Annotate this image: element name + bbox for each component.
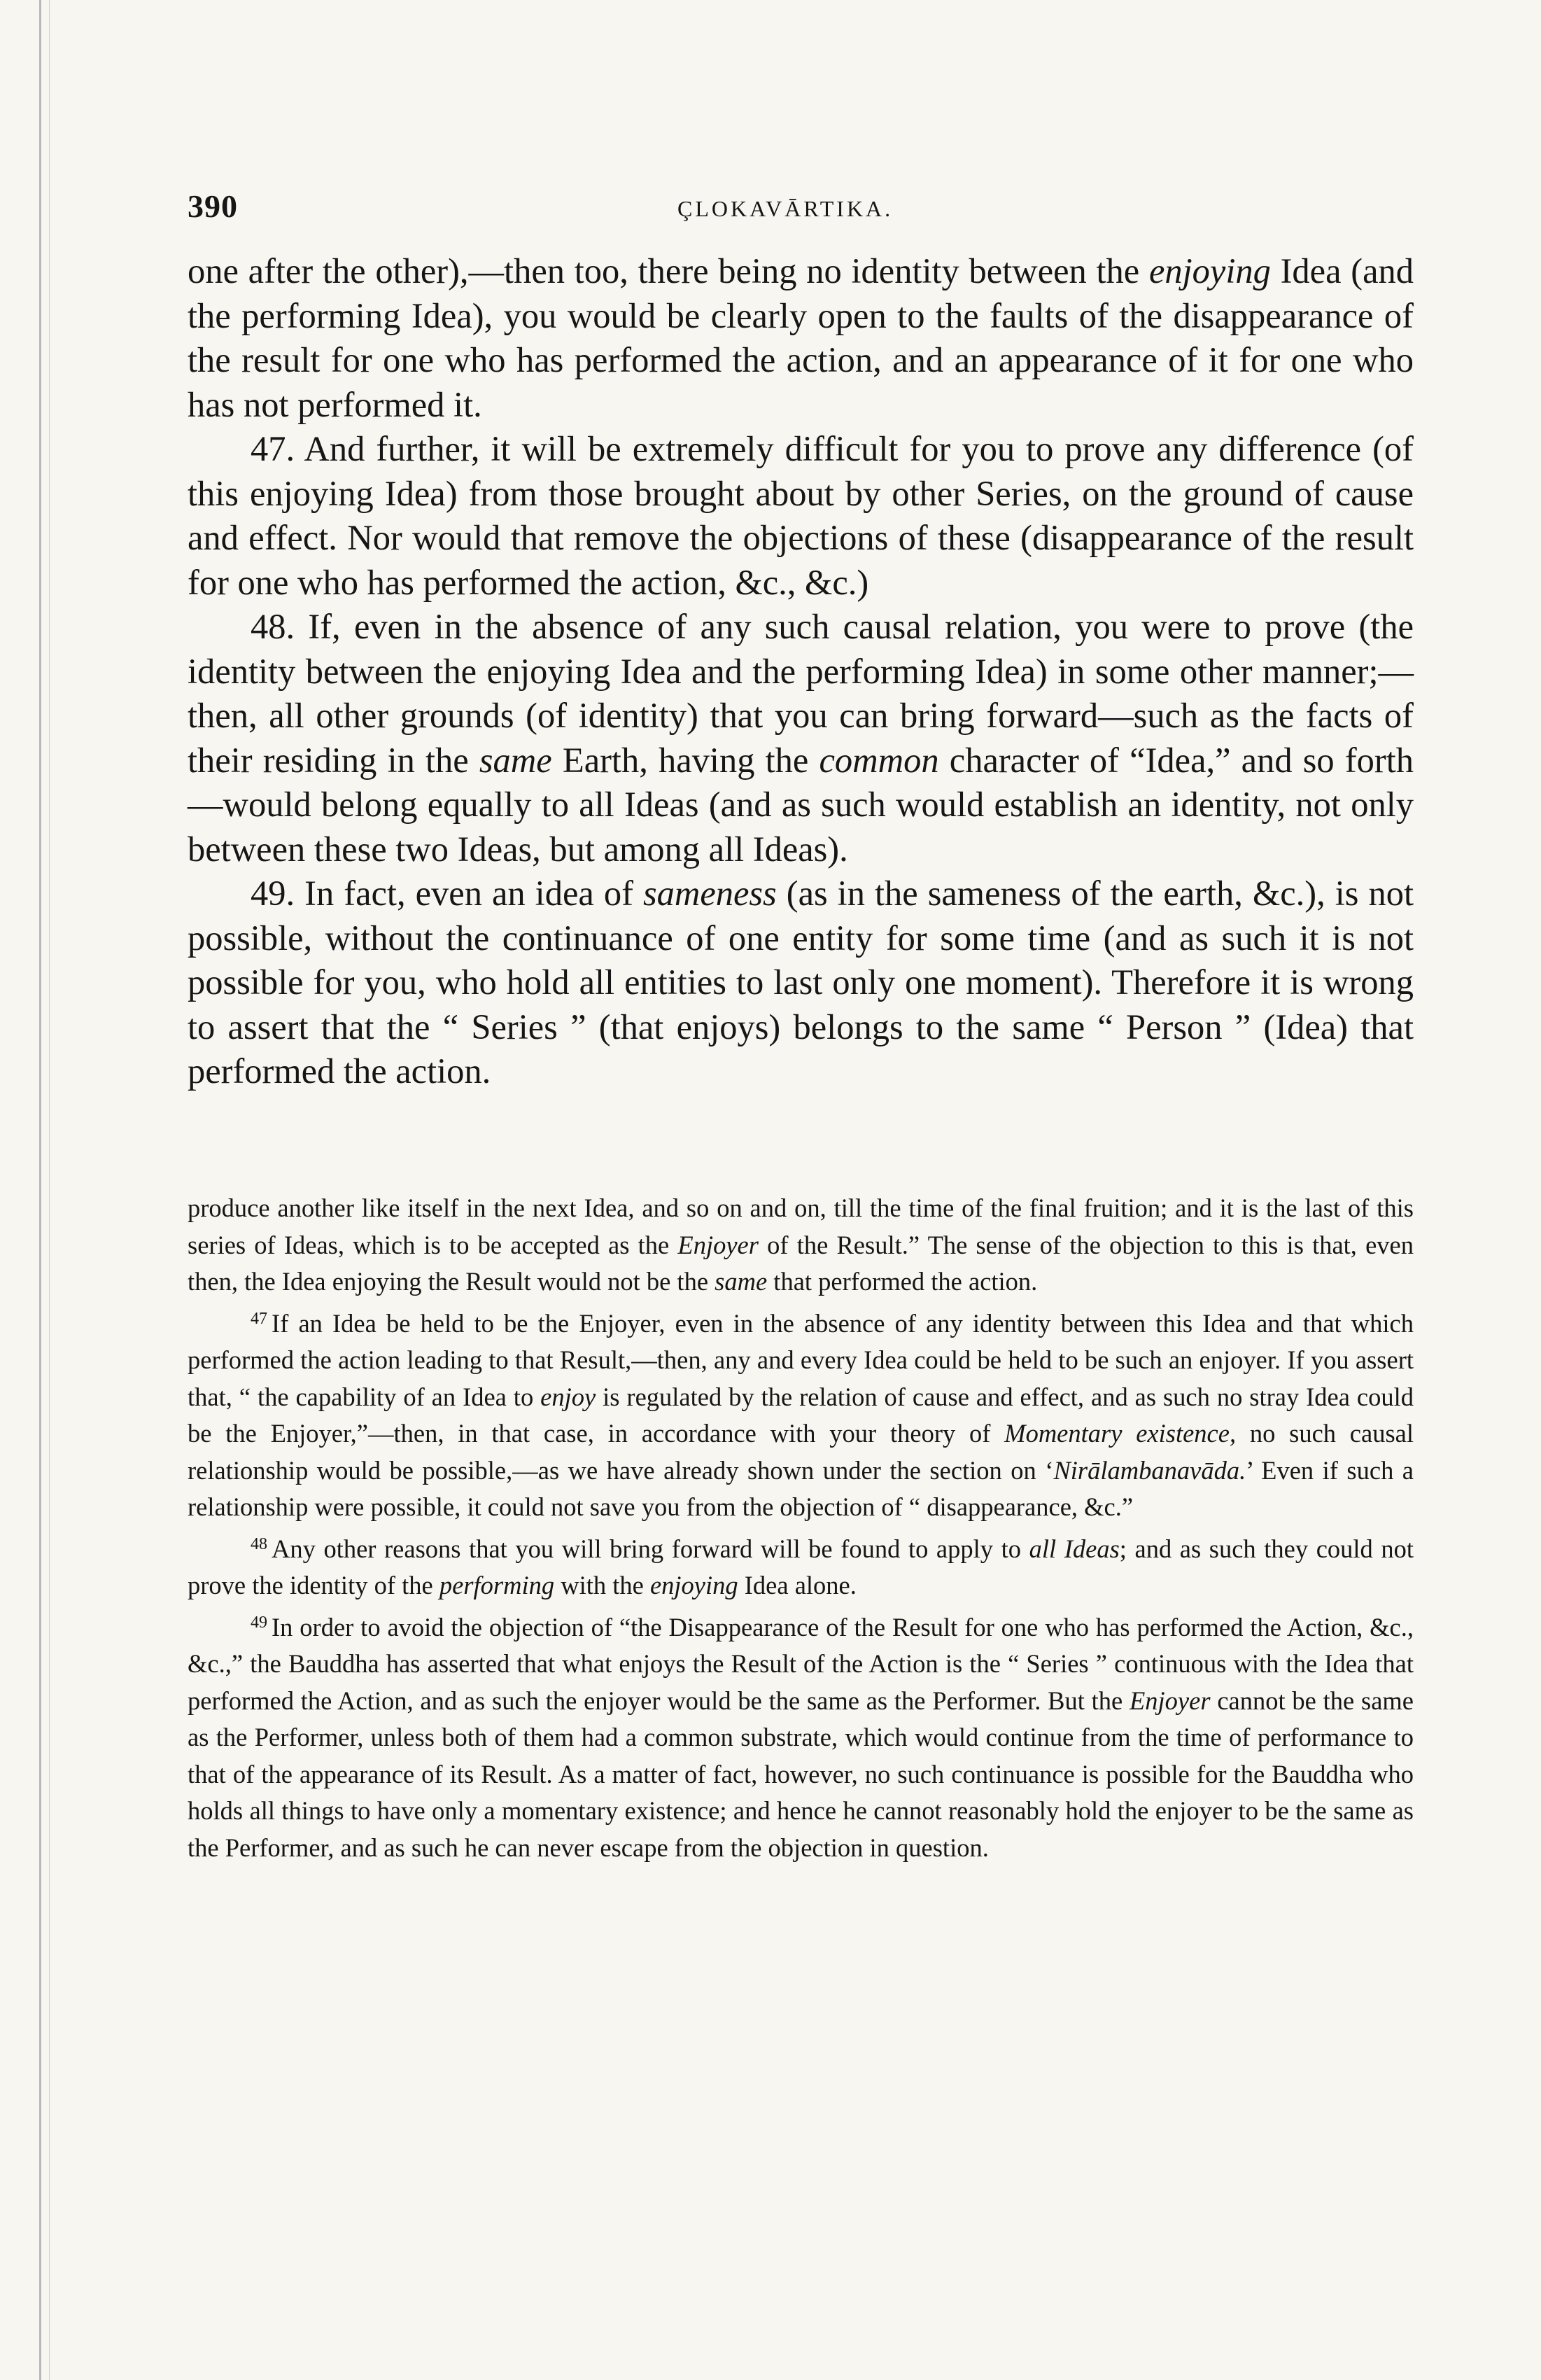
- italic-run: Enjoyer: [1130, 1686, 1211, 1715]
- italic-run: common: [819, 740, 939, 780]
- italic-run: same: [715, 1267, 768, 1296]
- paragraph-49: [188, 872, 1414, 1094]
- text-run: In order to avoid the objection of “the Disappearance of the Result for one who has performed the Action, &c., &c.,” the Bauddha has asserted that what enjoys the Result of the Action is the “ Series ” continuous with the Idea that performed the Action, and as such the enjoyer would be the same as the Performer. But the: [188, 1612, 1414, 1715]
- footnote-marker: 48: [251, 1534, 267, 1553]
- footnote-46-continued: [188, 1190, 1414, 1301]
- running-title: ÇLOKAVĀRTIKA.: [677, 196, 894, 221]
- main-text: [188, 249, 1414, 1094]
- text-run: 49. In fact, even an idea of: [251, 874, 643, 913]
- text-run: ; and as such they could not prove the identity of the: [188, 1534, 1414, 1600]
- footnote-49: [188, 1604, 1414, 1867]
- italic-run: Momentary existence,: [1004, 1419, 1237, 1448]
- running-head: [188, 188, 1414, 230]
- text-run: 47. And further, it will be extremely difficult for you to prove any difference (of this enjoying Idea) from those brought about by other Series, on the ground of cause and effect. Nor would that remove the objections of these (disappearance of the result for one who has performed the action, &c., &c.): [188, 429, 1414, 602]
- text-run: one after the other),—then too, there being no identity between the: [188, 251, 1149, 290]
- page-number: 390: [188, 188, 238, 224]
- text-run: no such causal relationship would be possible,—as we have already shown under the section on ‘: [188, 1419, 1414, 1485]
- text-run: Earth, having the: [551, 740, 819, 780]
- footnotes: [188, 1190, 1414, 1866]
- text-run: (as in the sameness of the earth, &c.), is not possible, without the continuance of one entity for some time (and as such it is not possible for you, who hold all entities to last only one moment). Therefore it is wrong to assert that the “ Series ” (that enjoys) belongs to the same “ Person ” (Idea) that performed the action.: [188, 874, 1414, 1091]
- text-run: of the Result.” The sense of the objection to this is that, even then, the Idea enjoying the Result would not be the: [188, 1230, 1414, 1296]
- text-run: cannot be the same as the Performer, unless both of them had a common substrate, which would continue from the time of performance to that of the appearance of its Result. As a matter of fact, however, no such continuance is possible for the Bauddha who holds all things to have only a momentary existence; and hence he cannot reasonably hold the enjoyer to be the same as the Performer, and as such he can never escape from the objection in question.: [188, 1686, 1414, 1862]
- footnote-marker: 47: [251, 1309, 267, 1328]
- italic-run: enjoy: [540, 1382, 596, 1411]
- text-run: ’ Even if such a relationship were possible, it could not save you from the objection of “ disappearance, &c.”: [188, 1455, 1414, 1521]
- italic-run: performing: [439, 1571, 555, 1600]
- paragraph-47: [188, 427, 1414, 605]
- text-run: that performed the action.: [767, 1267, 1038, 1296]
- footnote-47: [188, 1301, 1414, 1526]
- text-run: character of “Idea,” and so forth—would belong equally to all Ideas (and as such would establish an identity, not only between these two Ideas, but among all Ideas).: [188, 740, 1414, 869]
- text-run: produce another like itself in the next Idea, and so on and on, till the time of the final fruition; and it is the last of this series of Ideas, which is to be accepted as the: [188, 1194, 1414, 1259]
- italic-run: Enjoyer: [677, 1230, 759, 1259]
- italic-run: same: [479, 740, 552, 780]
- italic-run: all Ideas: [1029, 1534, 1120, 1563]
- paragraph-48: [188, 605, 1414, 872]
- text-run: is regulated by the relation of cause and effect, and as such no stray Idea could be the Enjoyer,”—then, in that case, in accordance with your theory of: [188, 1382, 1414, 1448]
- footnote-marker: 49: [251, 1613, 267, 1632]
- footnote-48: [188, 1526, 1414, 1604]
- text-run: Any other reasons that you will bring forward will be found to apply to: [272, 1534, 1029, 1563]
- italic-run: enjoying: [1148, 251, 1271, 290]
- text-run: with the: [554, 1571, 650, 1600]
- text-run: Idea (and the performing Idea), you would be clearly open to the faults of the disappearance of the result for one who has performed the action, and an appearance of it for one who has not performed it.: [188, 251, 1414, 424]
- text-run: If an Idea be held to be the Enjoyer, even in the absence of any identity between this Idea and that which performed the action leading to that Result,—then, any and every Idea could be held to be such an enjoyer. If you assert that, “ the capability of an Idea to: [188, 1308, 1414, 1411]
- italic-run: sameness: [642, 874, 777, 913]
- italic-run: Nirālambanavāda.: [1053, 1455, 1246, 1485]
- text-run: 48. If, even in the absence of any such causal relation, you were to prove (the identity between the enjoying Idea and the performing Idea) in some other manner;—then, all other grounds (of identity) that you can bring forward—such as the facts of their residing in the: [188, 607, 1414, 780]
- paragraph-continued: [188, 249, 1414, 427]
- italic-run: enjoying: [649, 1571, 738, 1600]
- text-run: Idea alone.: [738, 1571, 857, 1600]
